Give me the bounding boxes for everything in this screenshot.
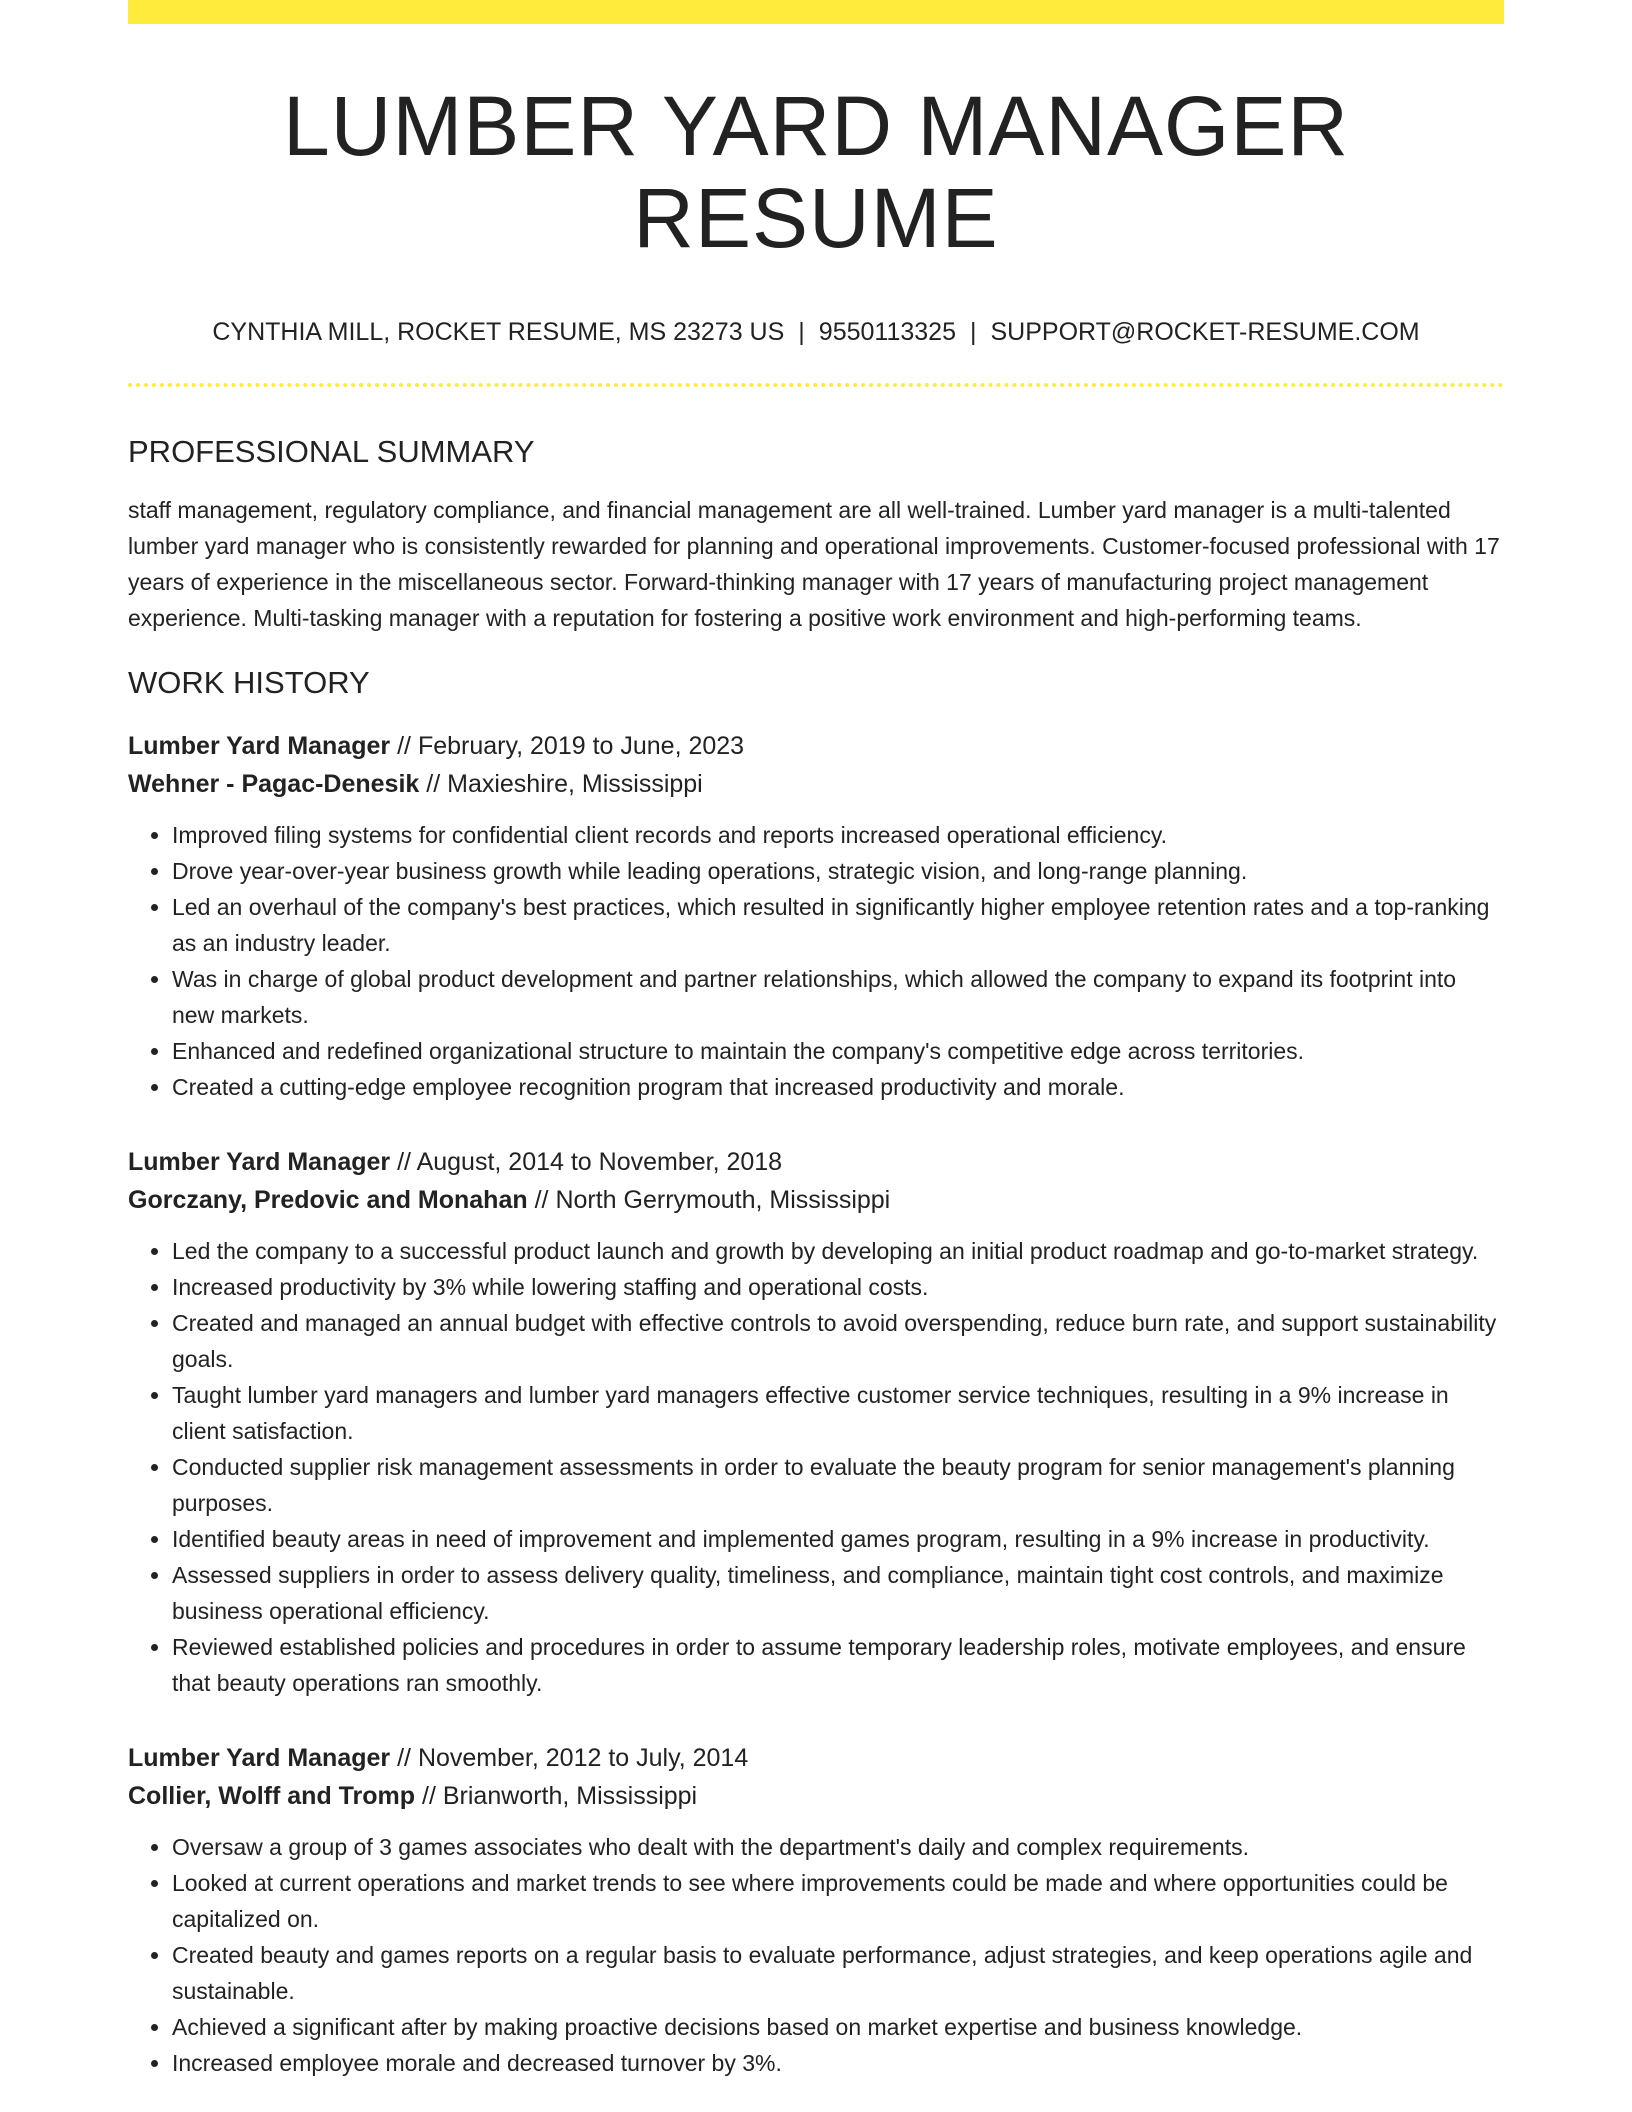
document-title: LUMBER YARD MANAGER RESUME — [282, 79, 1350, 266]
work-history-heading: WORK HISTORY — [128, 664, 370, 700]
job-separator: // — [397, 1148, 411, 1177]
contact-separator: | — [798, 317, 805, 346]
work-history-list — [128, 727, 1504, 2081]
job-location: Maxieshire, Mississippi — [447, 770, 703, 799]
job-title-line — [128, 727, 1504, 765]
job-bullet: • Assessed suppliers in order to assess delivery quality, timeliness, and compliance, maintain tight cost controls, and maximize business operational efficiency. — [172, 1557, 1504, 1629]
job-title-line — [128, 1739, 1504, 1777]
contact-email: SUPPORT@ROCKET-RESUME.COM — [990, 317, 1420, 346]
job-company-line — [128, 1777, 1504, 1815]
job-bullet: • Improved filing systems for confidential client records and reports increased operational efficiency. — [172, 817, 1504, 853]
job-company: Wehner - Pagac-Denesik — [128, 770, 420, 799]
job-location: North Gerrymouth, Mississippi — [555, 1186, 891, 1215]
job-separator: // — [397, 1744, 411, 1773]
job-separator: // — [426, 770, 441, 799]
job-bullet: • Oversaw a group of 3 games associates who dealt with the department's daily and complex requirements. — [172, 1829, 1504, 1865]
job-title-line — [128, 1143, 1504, 1181]
job-bullets — [128, 1829, 1504, 2081]
contact-address: CYNTHIA MILL, ROCKET RESUME, MS 23273 US — [212, 317, 785, 346]
job-bullet: • Looked at current operations and market trends to see where improvements could be made and where opportunities could be capitalized on. — [172, 1865, 1504, 1937]
job-company-line — [128, 765, 1504, 803]
job-bullet: • Was in charge of global product development and partner relationships, which allowed the company to expand its footprint into new markets. — [172, 961, 1504, 1033]
job-company: Collier, Wolff and Tromp — [128, 1782, 416, 1811]
job-bullet: • Reviewed established policies and procedures in order to assume temporary leadership roles, motivate employees, and ensure that beauty operations ran smoothly. — [172, 1629, 1504, 1701]
job-entry — [128, 1739, 1504, 2081]
job-bullet: • Achieved a significant after by making proactive decisions based on market expertise and business knowledge. — [172, 2009, 1504, 2045]
job-entry — [128, 1143, 1504, 1701]
job-bullet: • Increased employee morale and decreased turnover by 3%. — [172, 2045, 1504, 2081]
job-bullet: • Taught lumber yard managers and lumber yard managers effective customer service techniques, resulting in a 9% increase in client satisfaction. — [172, 1377, 1504, 1449]
job-bullets — [128, 817, 1504, 1105]
job-separator: // — [397, 732, 411, 761]
job-bullet: • Drove year-over-year business growth while leading operations, strategic vision, and long-range planning. — [172, 853, 1504, 889]
job-bullet: • Identified beauty areas in need of improvement and implemented games program, resulting in a 9% increase in productivity. — [172, 1521, 1504, 1557]
job-bullet: • Created a cutting-edge employee recognition program that increased productivity and morale. — [172, 1069, 1504, 1105]
job-company: Gorczany, Predovic and Monahan — [128, 1186, 528, 1215]
job-company-line — [128, 1181, 1504, 1219]
job-bullet: • Enhanced and redefined organizational structure to maintain the company's competitive edge across territories. — [172, 1033, 1504, 1069]
job-separator: // — [422, 1782, 436, 1811]
job-title: Lumber Yard Manager — [128, 1148, 391, 1177]
top-accent-bar — [128, 0, 1504, 24]
job-bullet: • Led an overhaul of the company's best practices, which resulted in significantly higher employee retention rates and a top-ranking as an industry leader. — [172, 889, 1504, 961]
job-bullets — [128, 1233, 1504, 1701]
job-dates: November, 2012 to July, 2014 — [417, 1744, 749, 1773]
job-entry — [128, 727, 1504, 1105]
section-divider — [128, 383, 1504, 387]
summary-text: staff management, regulatory compliance, and financial management are all well-trained. Lumber yard manager is a multi-talented lumber yard manager who is consistently rewarded for planning and operational improvements. Customer-focused professional with 17 years of experience in the miscellaneous sector. Forward-thinking manager with 17 years of manufacturing project management experience. Multi-tasking manager with a reputation for fostering a positive work environment and high-performing teams. — [128, 496, 1500, 631]
job-title: Lumber Yard Manager — [128, 1744, 391, 1773]
summary-heading: PROFESSIONAL SUMMARY — [128, 433, 535, 469]
job-location: Brianworth, Mississippi — [442, 1782, 698, 1811]
job-bullet: • Created beauty and games reports on a regular basis to evaluate performance, adjust strategies, and keep operations agile and sustainable. — [172, 1937, 1504, 2009]
contact-separator: | — [969, 317, 977, 346]
job-bullet: • Conducted supplier risk management assessments in order to evaluate the beauty program for senior management's planning purposes. — [172, 1449, 1504, 1521]
job-dates: February, 2019 to June, 2023 — [417, 732, 745, 761]
contact-line — [128, 317, 1504, 347]
job-bullet: • Created and managed an annual budget with effective controls to avoid overspending, reduce burn rate, and support sustainability goals. — [172, 1305, 1504, 1377]
job-title: Lumber Yard Manager — [128, 732, 391, 761]
job-dates: August, 2014 to November, 2018 — [416, 1148, 783, 1177]
contact-phone: 9550113325 — [818, 317, 956, 346]
job-separator: // — [534, 1186, 549, 1215]
job-bullet: • Led the company to a successful product launch and growth by developing an initial product roadmap and go-to-market strategy. — [172, 1233, 1504, 1269]
resume-page — [128, 0, 1504, 2081]
job-bullet: • Increased productivity by 3% while lowering staffing and operational costs. — [172, 1269, 1504, 1305]
